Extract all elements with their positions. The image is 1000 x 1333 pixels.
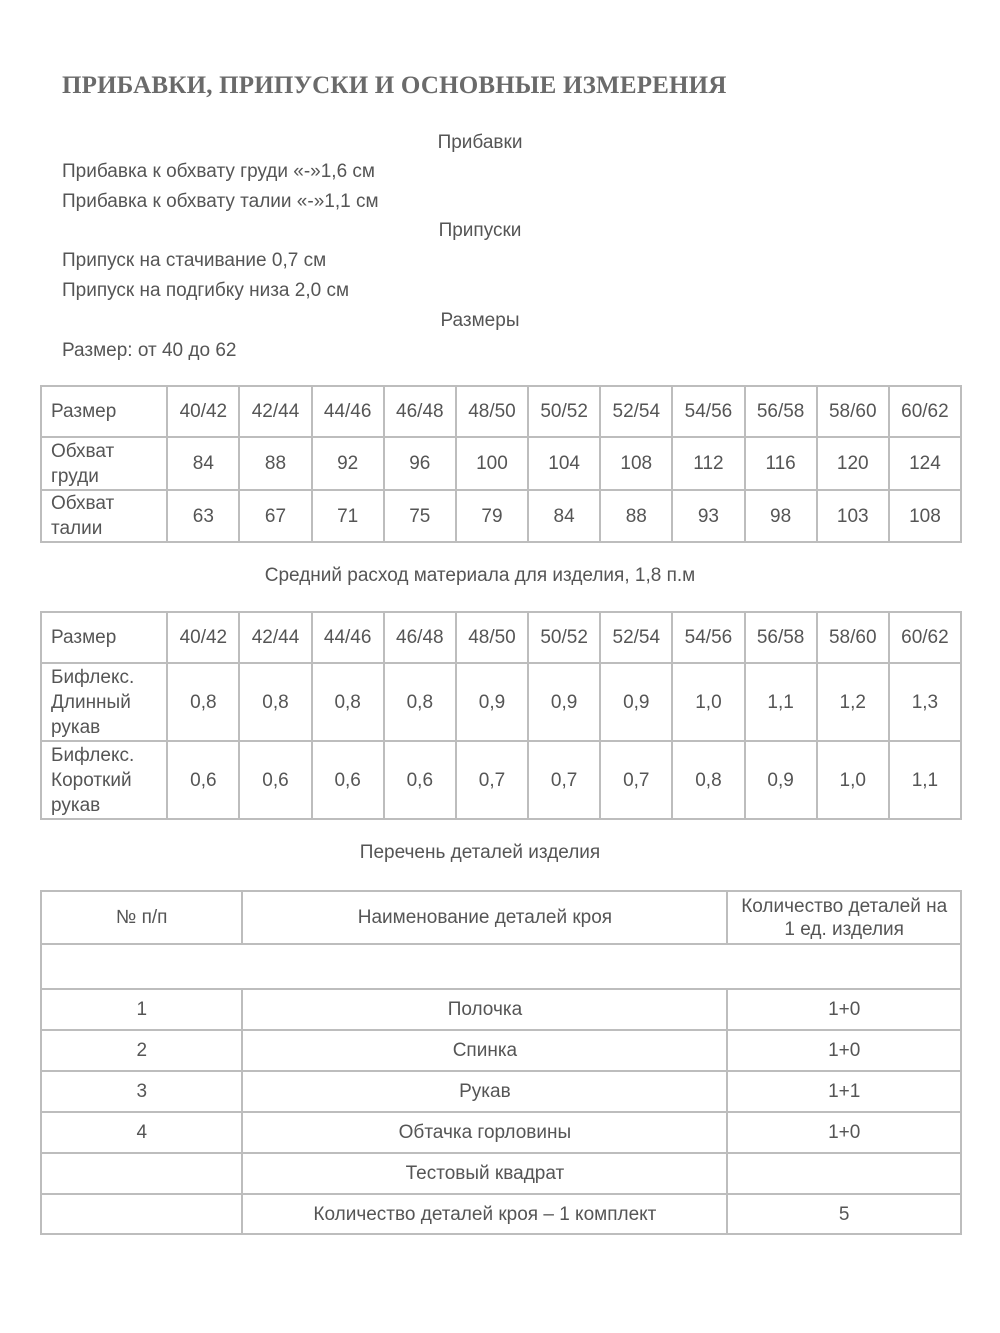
table-cell: 63 — [167, 490, 239, 542]
measurements-table — [40, 385, 962, 543]
total-row — [41, 1194, 961, 1234]
table-cell: 0,8 — [167, 663, 239, 741]
table-cell: 1,2 — [817, 663, 889, 741]
size-header: 50/52 — [528, 612, 600, 663]
size-header: 56/58 — [745, 612, 817, 663]
table-cell: 0,8 — [239, 663, 311, 741]
allowance-waist: Прибавка к обхвату талии «-»1,1 см — [62, 191, 379, 212]
table-row — [41, 1071, 961, 1112]
detail-name: Тестовый квадрат — [242, 1153, 727, 1194]
table-cell: 0,9 — [456, 663, 528, 741]
seams-heading: Припуски — [438, 220, 522, 241]
table-cell: 120 — [817, 437, 889, 490]
size-header: 44/46 — [312, 386, 384, 437]
table-cell: 108 — [889, 490, 961, 542]
allowance-chest: Прибавка к обхвату груди «-»1,6 см — [62, 161, 375, 182]
size-header: 48/50 — [456, 612, 528, 663]
table-cell: 1,3 — [889, 663, 961, 741]
number-header: № п/п — [41, 891, 242, 944]
table-cell: 96 — [384, 437, 456, 490]
measurements-header-row — [41, 386, 961, 437]
table-cell: 0,9 — [600, 663, 672, 741]
size-header: 50/52 — [528, 386, 600, 437]
table-cell: 84 — [167, 437, 239, 490]
name-header: Наименование деталей кроя — [242, 891, 727, 944]
table-row — [41, 1153, 961, 1194]
empty-cell — [41, 944, 961, 989]
size-header: 58/60 — [817, 612, 889, 663]
size-header: 56/58 — [745, 386, 817, 437]
consumption-caption: Средний расход материала для изделия, 1,8 п.м — [264, 565, 696, 586]
size-header: 52/54 — [600, 612, 672, 663]
size-header: 60/62 — [889, 386, 961, 437]
size-header-label: Размер — [41, 612, 167, 663]
row-label: Бифлекс. Короткий рукав — [41, 741, 167, 819]
row-number: 1 — [41, 989, 242, 1030]
empty-row — [41, 944, 961, 989]
long-sleeve-row — [41, 663, 961, 741]
table-cell: 71 — [312, 490, 384, 542]
table-cell: 84 — [528, 490, 600, 542]
table-cell: 108 — [600, 437, 672, 490]
table-cell: 0,8 — [312, 663, 384, 741]
size-header: 44/46 — [312, 612, 384, 663]
size-header: 54/56 — [672, 386, 744, 437]
table-cell: 0,9 — [528, 663, 600, 741]
table-row — [41, 1112, 961, 1153]
chest-row — [41, 437, 961, 490]
detail-quantity: 1+0 — [727, 1112, 961, 1153]
sizes-heading: Размеры — [440, 310, 520, 331]
short-sleeve-row — [41, 741, 961, 819]
row-number: 4 — [41, 1112, 242, 1153]
detail-quantity: 1+0 — [727, 989, 961, 1030]
table-cell: 1,1 — [745, 663, 817, 741]
table-cell: 112 — [672, 437, 744, 490]
detail-name: Обтачка горловины — [242, 1112, 727, 1153]
seam-stitching: Припуск на стачивание 0,7 см — [62, 250, 327, 271]
row-number: 2 — [41, 1030, 242, 1071]
table-cell: 100 — [456, 437, 528, 490]
table-cell: 1,0 — [817, 741, 889, 819]
detail-quantity: 1+0 — [727, 1030, 961, 1071]
size-header: 42/44 — [239, 612, 311, 663]
detail-name: Количество деталей кроя – 1 комплект — [242, 1194, 727, 1234]
seam-hem: Припуск на подгибку низа 2,0 см — [62, 280, 350, 301]
size-header: 46/48 — [384, 386, 456, 437]
table-cell: 93 — [672, 490, 744, 542]
size-header: 48/50 — [456, 386, 528, 437]
page-title: ПРИБАВКИ, ПРИПУСКИ И ОСНОВНЫЕ ИЗМЕРЕНИЯ — [62, 72, 727, 99]
table-cell: 67 — [239, 490, 311, 542]
table-cell: 0,6 — [239, 741, 311, 819]
table-cell: 0,6 — [167, 741, 239, 819]
table-cell: 0,8 — [384, 663, 456, 741]
table-cell: 0,7 — [456, 741, 528, 819]
size-header: 60/62 — [889, 612, 961, 663]
details-caption: Перечень деталей изделия — [359, 842, 601, 863]
table-cell: 103 — [817, 490, 889, 542]
size-header: 52/54 — [600, 386, 672, 437]
table-cell: 92 — [312, 437, 384, 490]
table-cell: 98 — [745, 490, 817, 542]
size-range: Размер: от 40 до 62 — [62, 340, 237, 361]
allowances-heading: Прибавки — [437, 132, 523, 153]
table-cell: 88 — [239, 437, 311, 490]
table-cell: 88 — [600, 490, 672, 542]
row-label: Обхват талии — [41, 490, 167, 542]
table-cell: 0,7 — [600, 741, 672, 819]
size-header: 58/60 — [817, 386, 889, 437]
detail-name: Спинка — [242, 1030, 727, 1071]
table-cell: 104 — [528, 437, 600, 490]
size-header: 46/48 — [384, 612, 456, 663]
row-number — [41, 1194, 242, 1234]
detail-name: Полочка — [242, 989, 727, 1030]
row-label: Бифлекс. Длинный рукав — [41, 663, 167, 741]
table-cell: 1,0 — [672, 663, 744, 741]
details-table — [40, 890, 962, 1235]
table-cell: 0,9 — [745, 741, 817, 819]
table-cell: 0,6 — [384, 741, 456, 819]
table-cell: 0,7 — [528, 741, 600, 819]
table-cell: 0,6 — [312, 741, 384, 819]
consumption-header-row — [41, 612, 961, 663]
row-label: Обхват груди — [41, 437, 167, 490]
size-header: 40/42 — [167, 386, 239, 437]
row-number — [41, 1153, 242, 1194]
table-row — [41, 1030, 961, 1071]
detail-quantity — [727, 1153, 961, 1194]
table-cell: 116 — [745, 437, 817, 490]
detail-name: Рукав — [242, 1071, 727, 1112]
table-cell: 124 — [889, 437, 961, 490]
table-cell: 1,1 — [889, 741, 961, 819]
table-cell: 79 — [456, 490, 528, 542]
table-row — [41, 989, 961, 1030]
detail-quantity: 1+1 — [727, 1071, 961, 1112]
size-header: 42/44 — [239, 386, 311, 437]
table-cell: 75 — [384, 490, 456, 542]
consumption-table — [40, 611, 962, 820]
detail-quantity: 5 — [727, 1194, 961, 1234]
size-header: 40/42 — [167, 612, 239, 663]
waist-row — [41, 490, 961, 542]
quantity-header: Количество деталей на 1 ед. изделия — [727, 891, 961, 944]
row-number: 3 — [41, 1071, 242, 1112]
details-header-row — [41, 891, 961, 944]
size-header: 54/56 — [672, 612, 744, 663]
size-header-label: Размер — [41, 386, 167, 437]
table-cell: 0,8 — [672, 741, 744, 819]
